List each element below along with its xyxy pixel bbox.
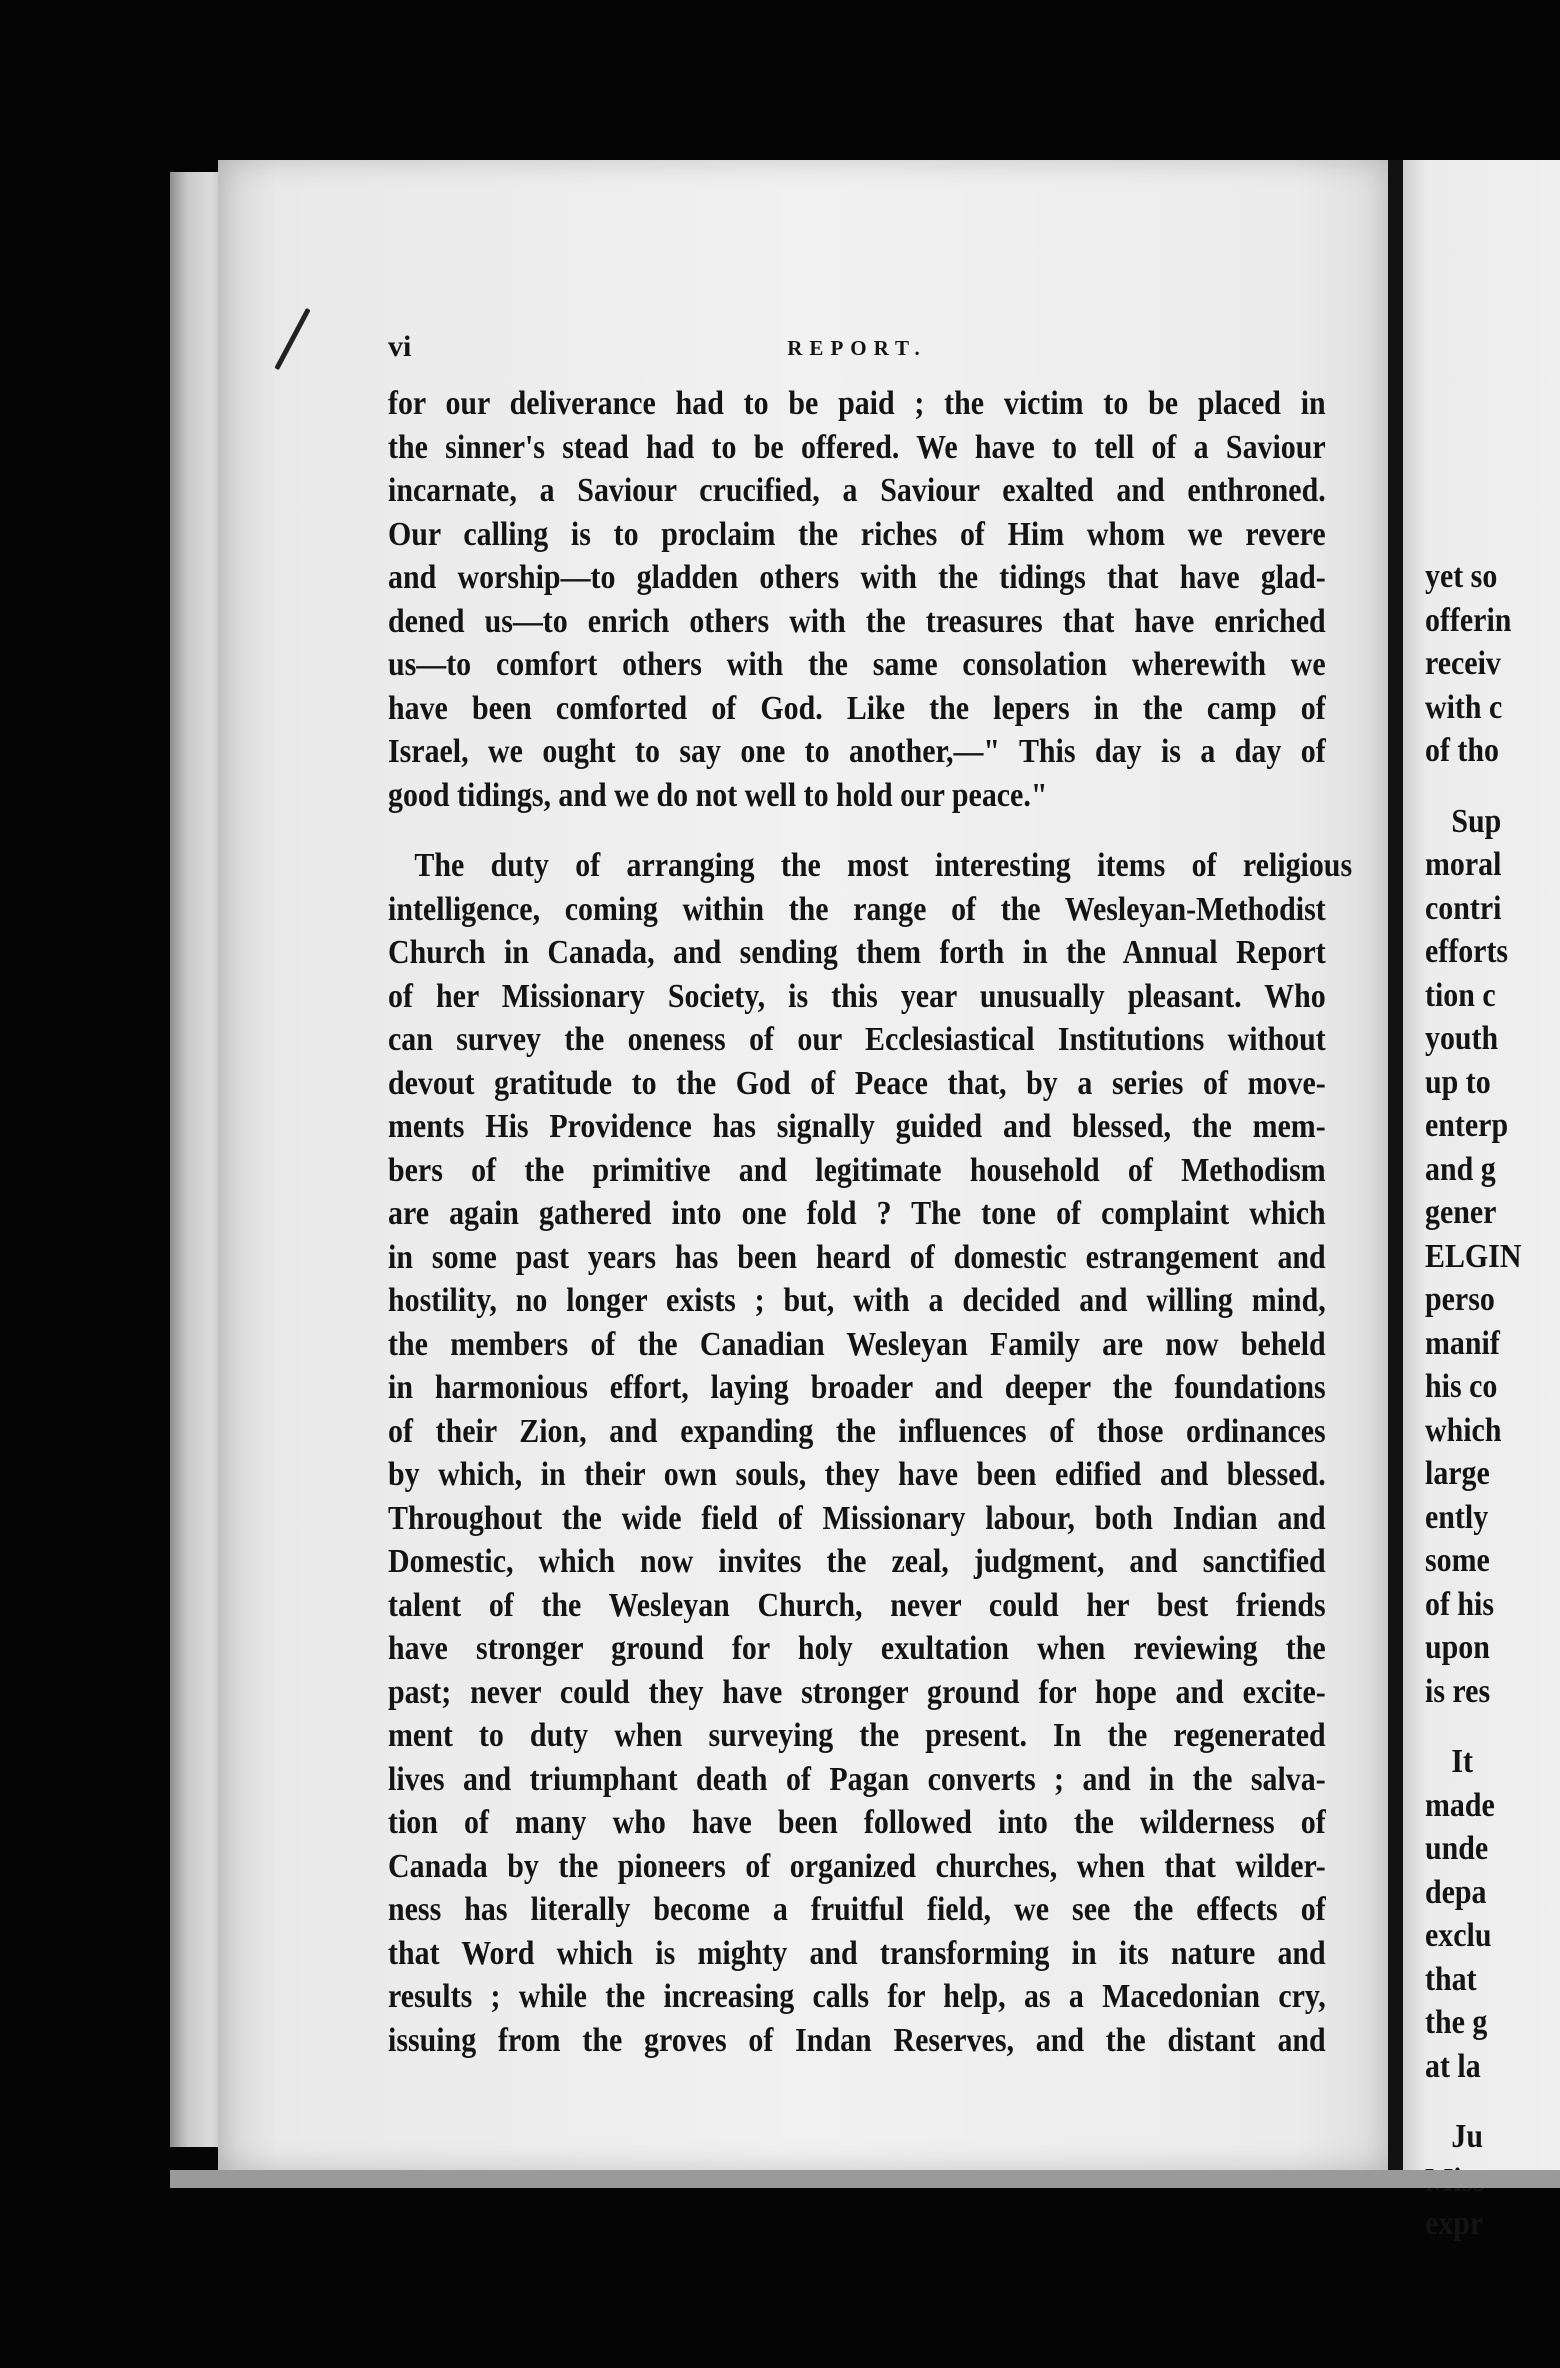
right-text-line: moral (1425, 846, 1502, 883)
text-line: in some past years has been heard of domestic estrangement and (388, 1238, 1326, 1276)
text-line: of her Missionary Society, is this year unusually pleasant. Who (388, 977, 1326, 1015)
text-line: lives and triumphant death of Pagan converts ; and in the salva- (388, 1760, 1326, 1798)
running-title: REPORT. (787, 336, 927, 360)
right-text-line: offerin (1425, 601, 1512, 639)
page-number: vi (388, 330, 412, 363)
text-line: Church in Canada, and sending them forth in the Annual Report (388, 934, 1326, 971)
right-text-line: and g (1425, 1150, 1496, 1188)
text-line: bers of the primitive and legitimate household of Methodism (388, 1151, 1326, 1189)
text-line: Domestic, which now invites the zeal, judgment, and sanctified (388, 1543, 1326, 1580)
right-text-line: exclu (1425, 1917, 1492, 1954)
text-line: incarnate, a Saviour crucified, a Saviour exalted and enthroned. (388, 472, 1326, 509)
right-text-line: perso (1425, 1281, 1495, 1318)
book-gutter (1388, 160, 1403, 2170)
text-line: are again gathered into one fold ? The tone of complaint which (388, 1195, 1326, 1232)
right-text-line: ELGIN (1425, 1237, 1522, 1275)
text-line: ness has literally become a fruitful field, we see the effects of (388, 1891, 1326, 1928)
right-block-3 (1425, 1740, 1535, 2088)
text-line: have been comforted of God. Like the lepers in the camp of (388, 689, 1326, 727)
running-head (388, 330, 1326, 382)
text-line: devout gratitude to the God of Peace that, by a series of move- (388, 1064, 1326, 1102)
text-line: and worship—to gladden others with the tidings that have glad- (388, 559, 1326, 596)
text-line: Throughout the wide field of Missionary labour, both Indian and (388, 1499, 1326, 1537)
text-line: good tidings, and we do not well to hold our peace." (388, 776, 1048, 814)
right-text-line: that (1425, 1960, 1477, 1998)
text-line: issuing from the groves of Indan Reserves, and the distant and (388, 2021, 1326, 2059)
text-line: for our deliverance had to be paid ; the victim to be placed in (388, 385, 1326, 422)
right-block-1 (1425, 555, 1535, 773)
text-line: Canada by the pioneers of organized churches, when that wilder- (388, 1847, 1326, 1885)
right-text-line: his co (1425, 1368, 1498, 1405)
text-line: hostility, no longer exists ; but, with a decided and willing mind, (388, 1282, 1326, 1319)
right-text-line: with c (1425, 688, 1503, 726)
right-text-line: contri (1425, 889, 1502, 927)
right-text-line: youth (1425, 1020, 1499, 1057)
text-line: results ; while the increasing calls for help, as a Macedonian cry, (388, 1978, 1326, 2015)
text-line: have stronger ground for holy exultation when reviewing the (388, 1630, 1326, 1667)
page-bottom-edge (170, 2170, 1560, 2188)
text-line: dened us—to enrich others with the treasures that have enriched (388, 602, 1326, 640)
right-text-line: large (1425, 1455, 1490, 1492)
right-text-line: manif (1425, 1324, 1500, 1362)
right-text-line: receiv (1425, 645, 1501, 682)
right-text-line: Ju (1451, 2118, 1484, 2155)
text-line: Our calling is to proclaim the riches of Him whom we revere (388, 515, 1326, 553)
text-line: in harmonious effort, laying broader and deeper the foundations (388, 1369, 1326, 1406)
text-line: the members of the Canadian Wesleyan Family are now beheld (388, 1325, 1326, 1363)
right-text-line: depa (1425, 1873, 1487, 1911)
right-text-line: yet so (1425, 558, 1498, 595)
right-page (1403, 160, 1560, 2242)
right-text-line: upon (1425, 1629, 1490, 1666)
right-text-line: up to (1425, 1063, 1491, 1101)
right-text-line: efforts (1425, 933, 1509, 970)
right-text-line: which (1425, 1411, 1502, 1449)
right-text-line: is res (1425, 1672, 1491, 1710)
text-line: talent of the Wesleyan Church, never could her best friends (388, 1586, 1326, 1624)
text-line: us—to comfort others with the same consolation wherewith we (388, 646, 1326, 683)
right-text-line: some (1425, 1542, 1490, 1579)
right-text-line: of his (1425, 1585, 1495, 1623)
text-line: ment to duty when surveying the present. In the regenerated (388, 1717, 1326, 1754)
text-line: by which, in their own souls, they have been edified and blessed. (388, 1456, 1326, 1493)
text-line: The duty of arranging the most interesting items of religious (414, 847, 1353, 884)
text-line: intelligence, coming within the range of the Wesleyan-Methodist (388, 890, 1326, 928)
right-block-2 (1425, 800, 1535, 1714)
right-page-text (1425, 555, 1535, 2246)
right-text-line: tion c (1425, 976, 1496, 1014)
right-text-line: unde (1425, 1830, 1489, 1867)
text-line: past; never could they have stronger ground for hope and excite- (388, 1673, 1326, 1711)
paragraph-1 (388, 382, 1326, 817)
text-line: the sinner's stead had to be offered. We have to tell of a Saviour (388, 428, 1326, 466)
right-text-line: of tho (1425, 732, 1499, 769)
text-line: Israel, we ought to say one to another,—" This day is a day of (388, 733, 1326, 770)
text-line: that Word which is mighty and transforming in its nature and (388, 1934, 1326, 1972)
right-text-line: enterp (1425, 1107, 1509, 1144)
main-text-block (388, 330, 1353, 2062)
right-text-line: ently (1425, 1498, 1489, 1536)
right-text-line: at la (1425, 2047, 1481, 2085)
text-line: tion of many who have been followed into the wilderness of (388, 1804, 1326, 1841)
right-text-line: Sup (1451, 802, 1502, 840)
right-text-line: gener (1425, 1194, 1497, 1231)
paragraph-2 (388, 844, 1353, 2062)
right-text-line: the g (1425, 2004, 1488, 2041)
text-line: of their Zion, and expanding the influences of those ordinances (388, 1412, 1326, 1450)
text-line: ments His Providence has signally guided and blessed, the mem- (388, 1108, 1326, 1145)
right-text-line: expr (1425, 2205, 1484, 2242)
right-text-line: made (1425, 1786, 1495, 1824)
right-text-line: It (1451, 1743, 1474, 1780)
text-line: can survey the oneness of our Ecclesiastical Institutions without (388, 1021, 1326, 1058)
